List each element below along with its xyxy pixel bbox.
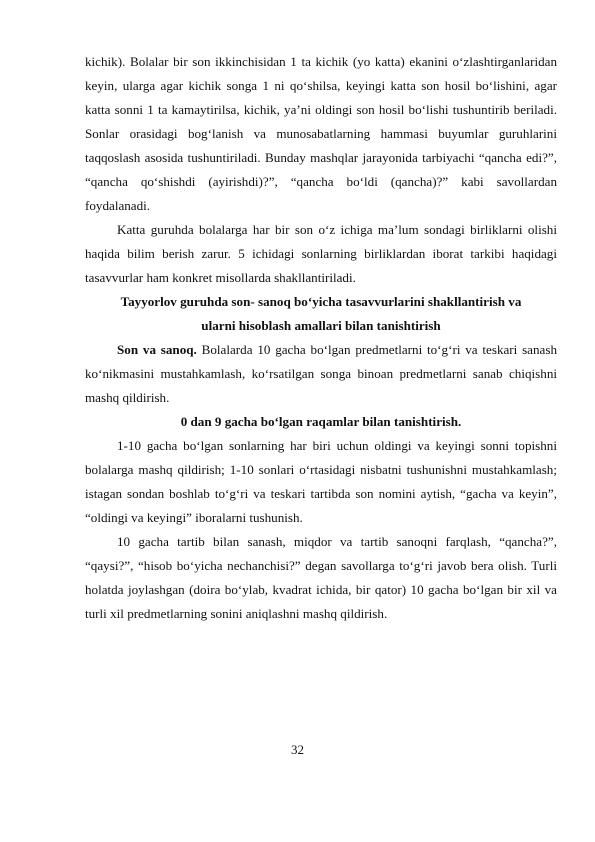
paragraph-intro: kichik). Bolalar bir son ikkinchisidan 1 ta kichik (yo katta) ekanini o‘zlashtirganlaridan keyin, ularga agar kichik songa 1 ni qo‘shilsa, keyingi katta son hosil bo‘lishini, agar katta sonni 1 ta kamaytirilsa, kichik, ya’ni oldingi son hosil bo‘lishi tushuntirib beriladi. Sonlar orasidagi bog‘lanish va munosabatlarning hammasi buyumlar guruhlarini taqqoslash asosida tushuntiriladi. Bunday mashqlar jarayonida tarbiyachi “qancha edi?”, “qancha qo‘shishdi (ayirishdi)?”, “qancha bo‘ldi (qancha)?” kabi savollardan foydalanadi. <box>85 54 557 213</box>
paragraph-10-gacha-sanash: 10 gacha tartib bilan sanash, miqdor va tartib sanoqni farqlash, “qancha?”, “qaysi?”, “hisob bo‘yicha nechanchisi?” degan savollarga to‘g‘ri javob bera olish. Turli holatda joylashgan (doira bo‘ylab, kvadrat ichida, bir qator) 10 gacha bo‘lgan bir xil va turli xil predmetlarning sonini aniqlashni mashq qildirish. <box>85 534 557 621</box>
paragraph-son-va-sanoq <box>85 338 557 410</box>
paragraph-lead-bold: Son va sanoq. <box>117 342 197 357</box>
page-number: 32 <box>291 742 304 757</box>
paragraph-katta-guruh: Katta guruhda bolalarga har bir son o‘z ichiga ma’lum sondagi birliklarni olishi haqida bilim berish zarur. 5 ichidagi sonlarning birliklardan iborat tarkibi haqidagi tasavvurlar ham konkret misollarda shakllantiriladi. <box>85 222 557 285</box>
document-page <box>85 50 557 626</box>
section-heading-line-2: ularni hisoblash amallari bilan tanishtirish <box>201 318 441 333</box>
section-heading-line-1: Tayyorlov guruhda son- sanoq bo‘yicha tasavvurlarini shakllantirish va <box>120 294 522 309</box>
subsection-heading: 0 dan 9 gacha bo‘lgan raqamlar bilan tanishtirish. <box>180 414 462 429</box>
paragraph-son-va-sanoq-text: Bolalarda 10 gacha bo‘lgan predmetlarni to‘g‘ri va teskari sanash ko‘nikmasini mustahkamlash, ko‘rsatilgan songa binoan predmetlarni sanab chiqishni mashq qildirish. <box>85 342 557 405</box>
paragraph-1-10-sonlar: 1-10 gacha bo‘lgan sonlarning har biri uchun oldingi va keyingi sonni topishni bolalarga mashq qildirish; 1-10 sonlari o‘rtasidagi nisbatni tushunishni mustahkamlash; istagan sondan boshlab to‘g‘ri va teskari tartibda son nomini aytish, “gacha va keyin”, “oldingi va keyingi” iboralarni tushunish. <box>85 438 557 525</box>
